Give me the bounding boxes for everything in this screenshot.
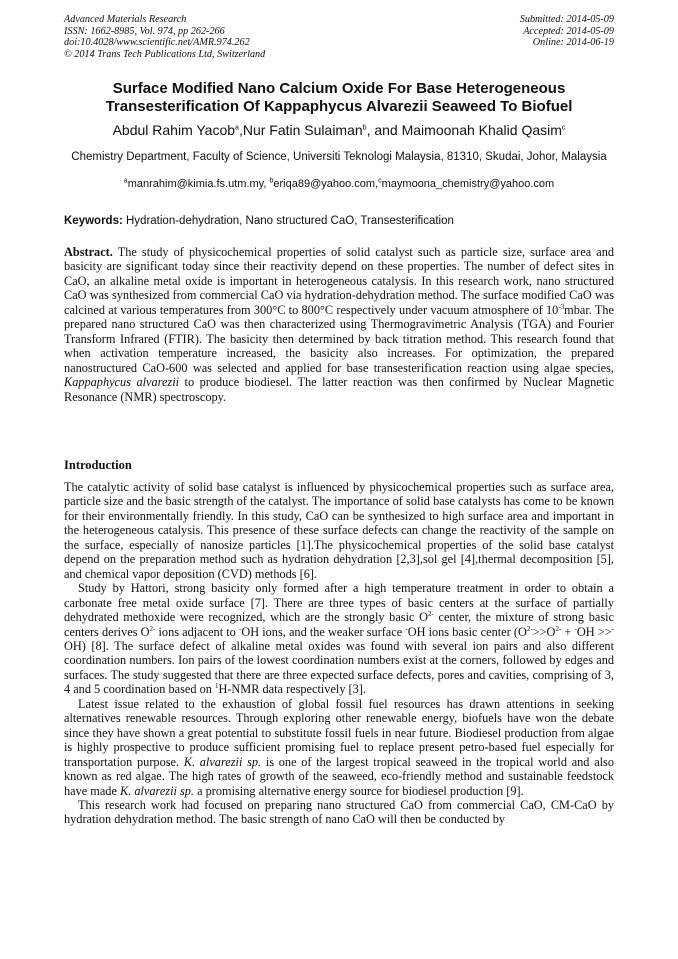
- affiliation: Chemistry Department, Faculty of Science, Universiti Teknologi Malaysia, 81310, Skudai, Johor, Malaysia: [71, 151, 607, 163]
- author-name: Nur Fatin Sulaiman: [242, 122, 363, 138]
- species-name: K. alvarezii sp.: [183, 754, 262, 769]
- charge-sup: 2-: [428, 609, 434, 618]
- species-name: Kappaphycus alvarezii: [64, 375, 180, 390]
- paragraph-text: >>O: [532, 624, 556, 639]
- isotope-sup: 1: [214, 682, 219, 691]
- author-marker: b: [362, 124, 367, 132]
- online-date: Online: 2014-06-19: [532, 37, 614, 49]
- author-name: Abdul Rahim Yacob: [112, 122, 236, 138]
- email-marker: c: [378, 177, 382, 185]
- email-address[interactable]: manrahim@kimia.fs.utm.my: [127, 178, 264, 190]
- charge-sup: 2-: [149, 624, 156, 633]
- charge-sup: -: [611, 624, 614, 633]
- paragraph-text: +: [561, 624, 575, 639]
- accepted-date: Accepted: 2014-05-09: [523, 25, 614, 37]
- paper-title: [40, 80, 638, 116]
- author-separator: , and: [366, 122, 402, 138]
- email-marker: b: [269, 177, 274, 185]
- keywords-text: Hydration-dehydration, Nano structured CaO, Transesterification: [126, 215, 454, 227]
- paragraph-text: OH >>: [576, 624, 612, 639]
- abstract-text: The study of physicochemical properties of solid catalyst such as particle size, surface area and basicity are significant today since their reactivity depend on these properties. The number of defect sites in CaO, an alkaline metal oxide is important in heterogeneous catalysis. In this research work, nano structured CaO was synthesized from commercial CaO via hydration-dehydration method. The surface modified CaO was calcined at various temperatures from 300°C to 800°C respectively under vacuum atmosphere of 10: [64, 245, 614, 317]
- email-separator: ,: [375, 178, 379, 190]
- paragraph-text: OH ions basic center (O: [407, 624, 527, 639]
- section-heading-introduction: Introduction: [64, 458, 132, 472]
- paragraph-text: OH) [8]. The surface defect of alkaline metal oxides was found with several ion pairs and also different coordination numbers. Ion pairs of the lowest coordination numbers exist at the corners, followed by edges and surfaces. The study suggested that there are three expected surface defects, pores and cavities, comprising of 3, 4 and 5 coordination based on: [64, 638, 614, 697]
- paragraph-text: Latest issue related to the exhaustion of global fossil fuel resources has drawn attentions in seeking alternatives renewable resources. Through exploring other renewable energy, biofuels have won the debate since they have shown a great potential to substitute fossil fuels in near future. Biodiesel production from algae is highly prospective to produce sufficient promising fuel to replace present petro-based fuel especially for transportation purpose.: [64, 696, 614, 769]
- intro-paragraph-3: [64, 697, 614, 798]
- introduction-body: [64, 480, 614, 827]
- abstract-text: to produce biodiesel. The latter reaction was then confirmed by Nuclear Magnetic Resonance (NMR) spectroscopy.: [64, 375, 614, 404]
- author-name: Maimoonah Khalid Qasim: [401, 122, 562, 138]
- abstract-paragraph: [64, 245, 614, 404]
- author-marker: a: [235, 124, 239, 132]
- paragraph-text: is one of the largest tropical seaweed in the tropical world and also known as red algae. The high rates of growth of the seaweed, eco-friendly method and sustainable feedstock have made: [64, 754, 614, 798]
- abstract-text: mbar. The prepared nano structured CaO was then characterized using Thermogravimetric Analysis (TGA) and Fourier Transform Infrared (FTIR). The basicity then determined by back titration method. This research found that when activation temperature increased, the basicity also increases. For optimization, the prepared nanostructured CaO-600 was selected and applied for base transesterification reaction using algae species,: [64, 302, 614, 375]
- author-separator: ,: [238, 122, 243, 138]
- intro-paragraph-2: [64, 581, 614, 697]
- paragraph-text: OH ions, and the weaker surface: [241, 624, 406, 639]
- abstract-label: Abstract.: [64, 245, 113, 259]
- paragraph-text: H-NMR data respectively [3].: [218, 682, 366, 697]
- email-marker: a: [123, 177, 128, 185]
- email-address[interactable]: eriqa89@yahoo.com: [273, 178, 376, 190]
- charge-sup: -: [405, 624, 408, 633]
- email-address[interactable]: maymoona_chemistry@yahoo.com: [381, 178, 555, 190]
- doi-line[interactable]: doi:10.4028/www.scientific.net/AMR.974.262: [64, 37, 250, 49]
- copyright-line: © 2014 Trans Tech Publications Ltd, Switzerland: [64, 48, 266, 60]
- title-line-1: Surface Modified Nano Calcium Oxide For Base Heterogeneous: [112, 80, 566, 97]
- journal-name: Advanced Materials Research: [64, 14, 187, 25]
- keywords: [64, 214, 614, 228]
- species-name: K. alvarezii sp.: [120, 783, 195, 798]
- paragraph-text: ions adjacent to: [155, 624, 239, 639]
- issn-line: ISSN: 1662-8985, Vol. 974, pp 262-266: [64, 25, 225, 37]
- intro-paragraph-4: This research work had focused on preparing nano structured CaO from commercial CaO, CM-CaO by hydration dehydration method. The basic strength of nano CaO will then be conducted by: [64, 797, 614, 827]
- paragraph-text: a promising alternative energy source for biodiesel production [9].: [194, 783, 524, 798]
- abstract: [64, 245, 614, 404]
- exponent: -3: [558, 302, 565, 311]
- charge-sup: -: [238, 624, 242, 633]
- author-marker: c: [561, 124, 566, 132]
- journal-header-right: [520, 14, 614, 49]
- charge-sup: 2-: [526, 624, 533, 633]
- paragraph-text: center, the mixture of strong basic centers derives O: [64, 610, 614, 639]
- submitted-date: Submitted: 2014-05-09: [519, 14, 614, 25]
- journal-header-left: [64, 14, 265, 60]
- author-list: [30, 122, 648, 138]
- email-separator: ,: [263, 178, 270, 190]
- charge-sup: 2-: [555, 624, 562, 633]
- keywords-label: Keywords:: [64, 215, 123, 227]
- paragraph-text: Study by Hattori, strong basicity only formed after a high temperature treatment in order to obtain a carbonate free metal oxide surface [7]. There are three types of basic centers at the surface of partially dehydrated methoxide were recognized, which are the strongly basic O: [64, 581, 614, 625]
- title-line-2: Transesterification Of Kappaphycus Alvarezii Seaweed To Biofuel: [105, 98, 573, 115]
- charge-sup: -: [574, 624, 577, 633]
- email-list: [40, 178, 638, 191]
- intro-paragraph-1: The catalytic activity of solid base catalyst is influenced by physicochemical properties such as surface area, particle size and the basic strength of the catalyst. The importance of solid base catalysts has come to be known for their environmentally friendly. In this study, CaO can be synthesized to high surface area and important in the heterogeneous catalysis. This presence of these surface defects can change the reactivity of the sample on the surface, especially of nanosize particles [1].The physicochemical properties of the solid base catalyst depend on the preparation method such as hydration dehydration [2,3],sol gel [4],thermal decomposition [5], and chemical vapor deposition (CVD) methods [6].: [64, 480, 614, 581]
